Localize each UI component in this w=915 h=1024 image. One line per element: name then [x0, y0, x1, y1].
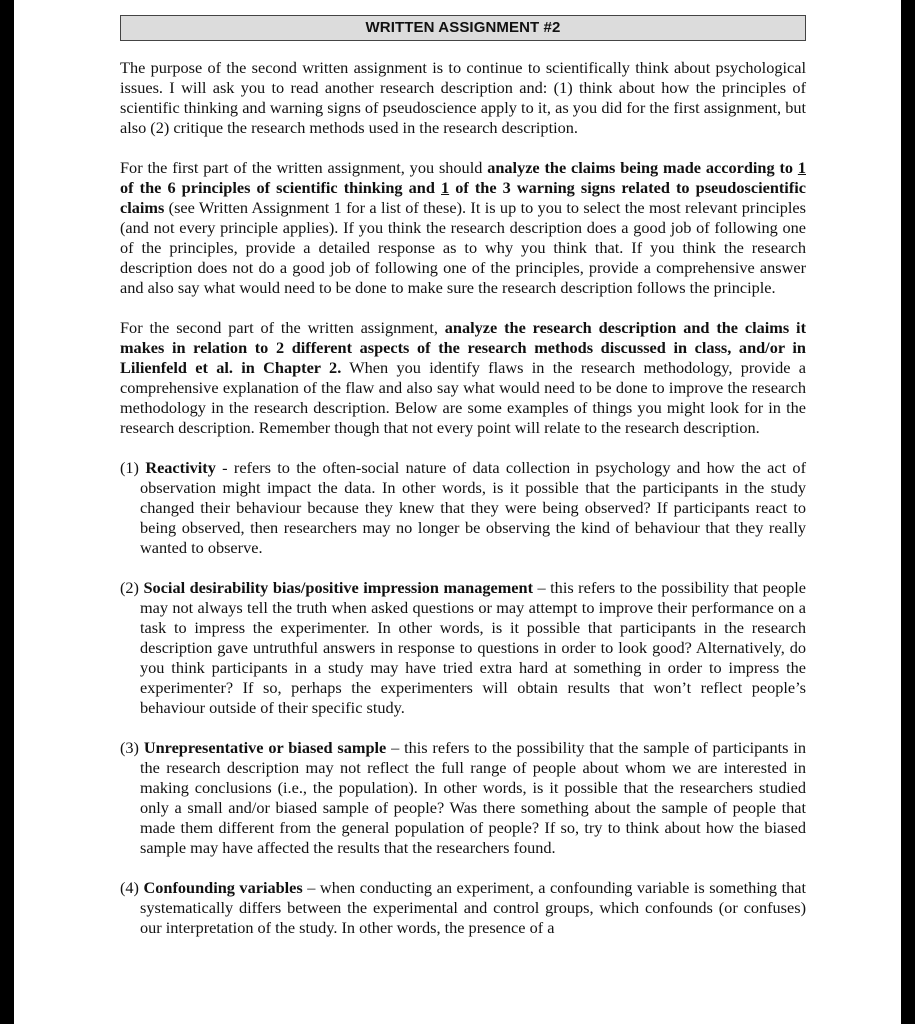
list-item-number: (2): [120, 578, 144, 597]
part2-lead: For the second part of the written assignment,: [120, 318, 445, 337]
document-content: [120, 15, 806, 958]
part2-bold: analyze the research description and the claims it makes in relation to 2 different aspects of the research methods discussed in class, and/or in Lilienfeld et al. in Chapter 2.: [120, 318, 806, 377]
list-item-reactivity: [120, 458, 806, 558]
list-item-text: – when conducting an experiment, a confounding variable is something that systematically differs between the experimental and control groups, which confounds (or confuses) our interpretation of the study. In other words, the presence of a: [140, 878, 806, 937]
part1-number-1: 1: [797, 158, 806, 177]
part2-paragraph: [120, 318, 806, 438]
left-border: [0, 0, 14, 1024]
part1-paragraph: [120, 158, 806, 298]
list-item-number: (4): [120, 878, 144, 897]
part1-rest: (see Written Assignment 1 for a list of these). It is up to you to select the most relevant principles (and not every principle applies). If you think the research description does a good job of following one of the principles, provide a detailed response as to why you think that. If you think the research description does not do a good job of following one of the principles, provide a comprehensive answer and also say what would need to be done to make sure the research description follows the principle.: [120, 198, 806, 297]
part1-lead: For the first part of the written assignment, you should: [120, 158, 488, 177]
part1-bold-2: of the 6 principles of scientific thinking and: [120, 178, 441, 197]
part1-number-2: 1: [441, 178, 450, 197]
list-item-text: - refers to the often-social nature of data collection in psychology and how the act of observation might impact the data. In other words, is it possible that the participants in the study changed their behaviour because they knew that they were being observed? If participants react to being observed, then researchers may no longer be observing the kind of behaviour that they really wanted to observe.: [140, 458, 806, 557]
part1-bold-1: analyze the claims being made according to: [487, 158, 798, 177]
part2-rest: When you identify flaws in the research methodology, provide a comprehensive explanation of the flaw and also say what would need to be done to improve the research methodology in the research description. Below are some examples of things you might look for in the research description. Remember though that not every point will relate to the research description.: [120, 358, 806, 437]
list-item-term: Confounding variables: [143, 878, 303, 897]
part1-bold-3: of the 3 warning signs related to pseudoscientific claims: [120, 178, 806, 217]
list-item-biased-sample: [120, 738, 806, 858]
list-item-confounding-variables: [120, 878, 806, 938]
intro-paragraph: The purpose of the second written assignment is to continue to scientifically think about psychological issues. I will ask you to read another research description and: (1) think about how the principles of scientific thinking and warning signs of pseudoscience apply to it, as you did for the first assignment, but also (2) critique the research methods used in the research description.: [120, 58, 806, 137]
list-item-term: Unrepresentative or biased sample: [143, 738, 387, 757]
list-item-text: – this refers to the possibility that people may not always tell the truth when asked questions or may attempt to improve their performance on a task to impress the experimenter. In other words, is it possible that participants in the research description gave untruthful answers in response to questions in order to look good? Alternatively, do you think participants in a study may have tried extra hard at something in order to impress the experimenter? If so, perhaps the experimenters will obtain results that won’t reflect people’s behaviour outside of their specific study.: [140, 578, 806, 717]
list-item-term: Social desirability bias/positive impression management: [143, 578, 533, 597]
list-item-number: (1): [120, 458, 146, 477]
document-page: [14, 0, 901, 1024]
document-title: WRITTEN ASSIGNMENT #2: [120, 15, 806, 41]
list-item-social-desirability: [120, 578, 806, 718]
list-item-text: – this refers to the possibility that the sample of participants in the research description may not reflect the full range of people about whom we are interested in making conclusions (i.e., the population). In other words, is it possible that the researchers studied only a small and/or biased sample of people? Was there something about the sample of people that made them different from the general population of people? If so, try to think about how the biased sample may have affected the results that the researchers found.: [140, 738, 806, 857]
right-border: [901, 0, 915, 1024]
list-item-number: (3): [120, 738, 144, 757]
list-item-term: Reactivity: [145, 458, 216, 477]
